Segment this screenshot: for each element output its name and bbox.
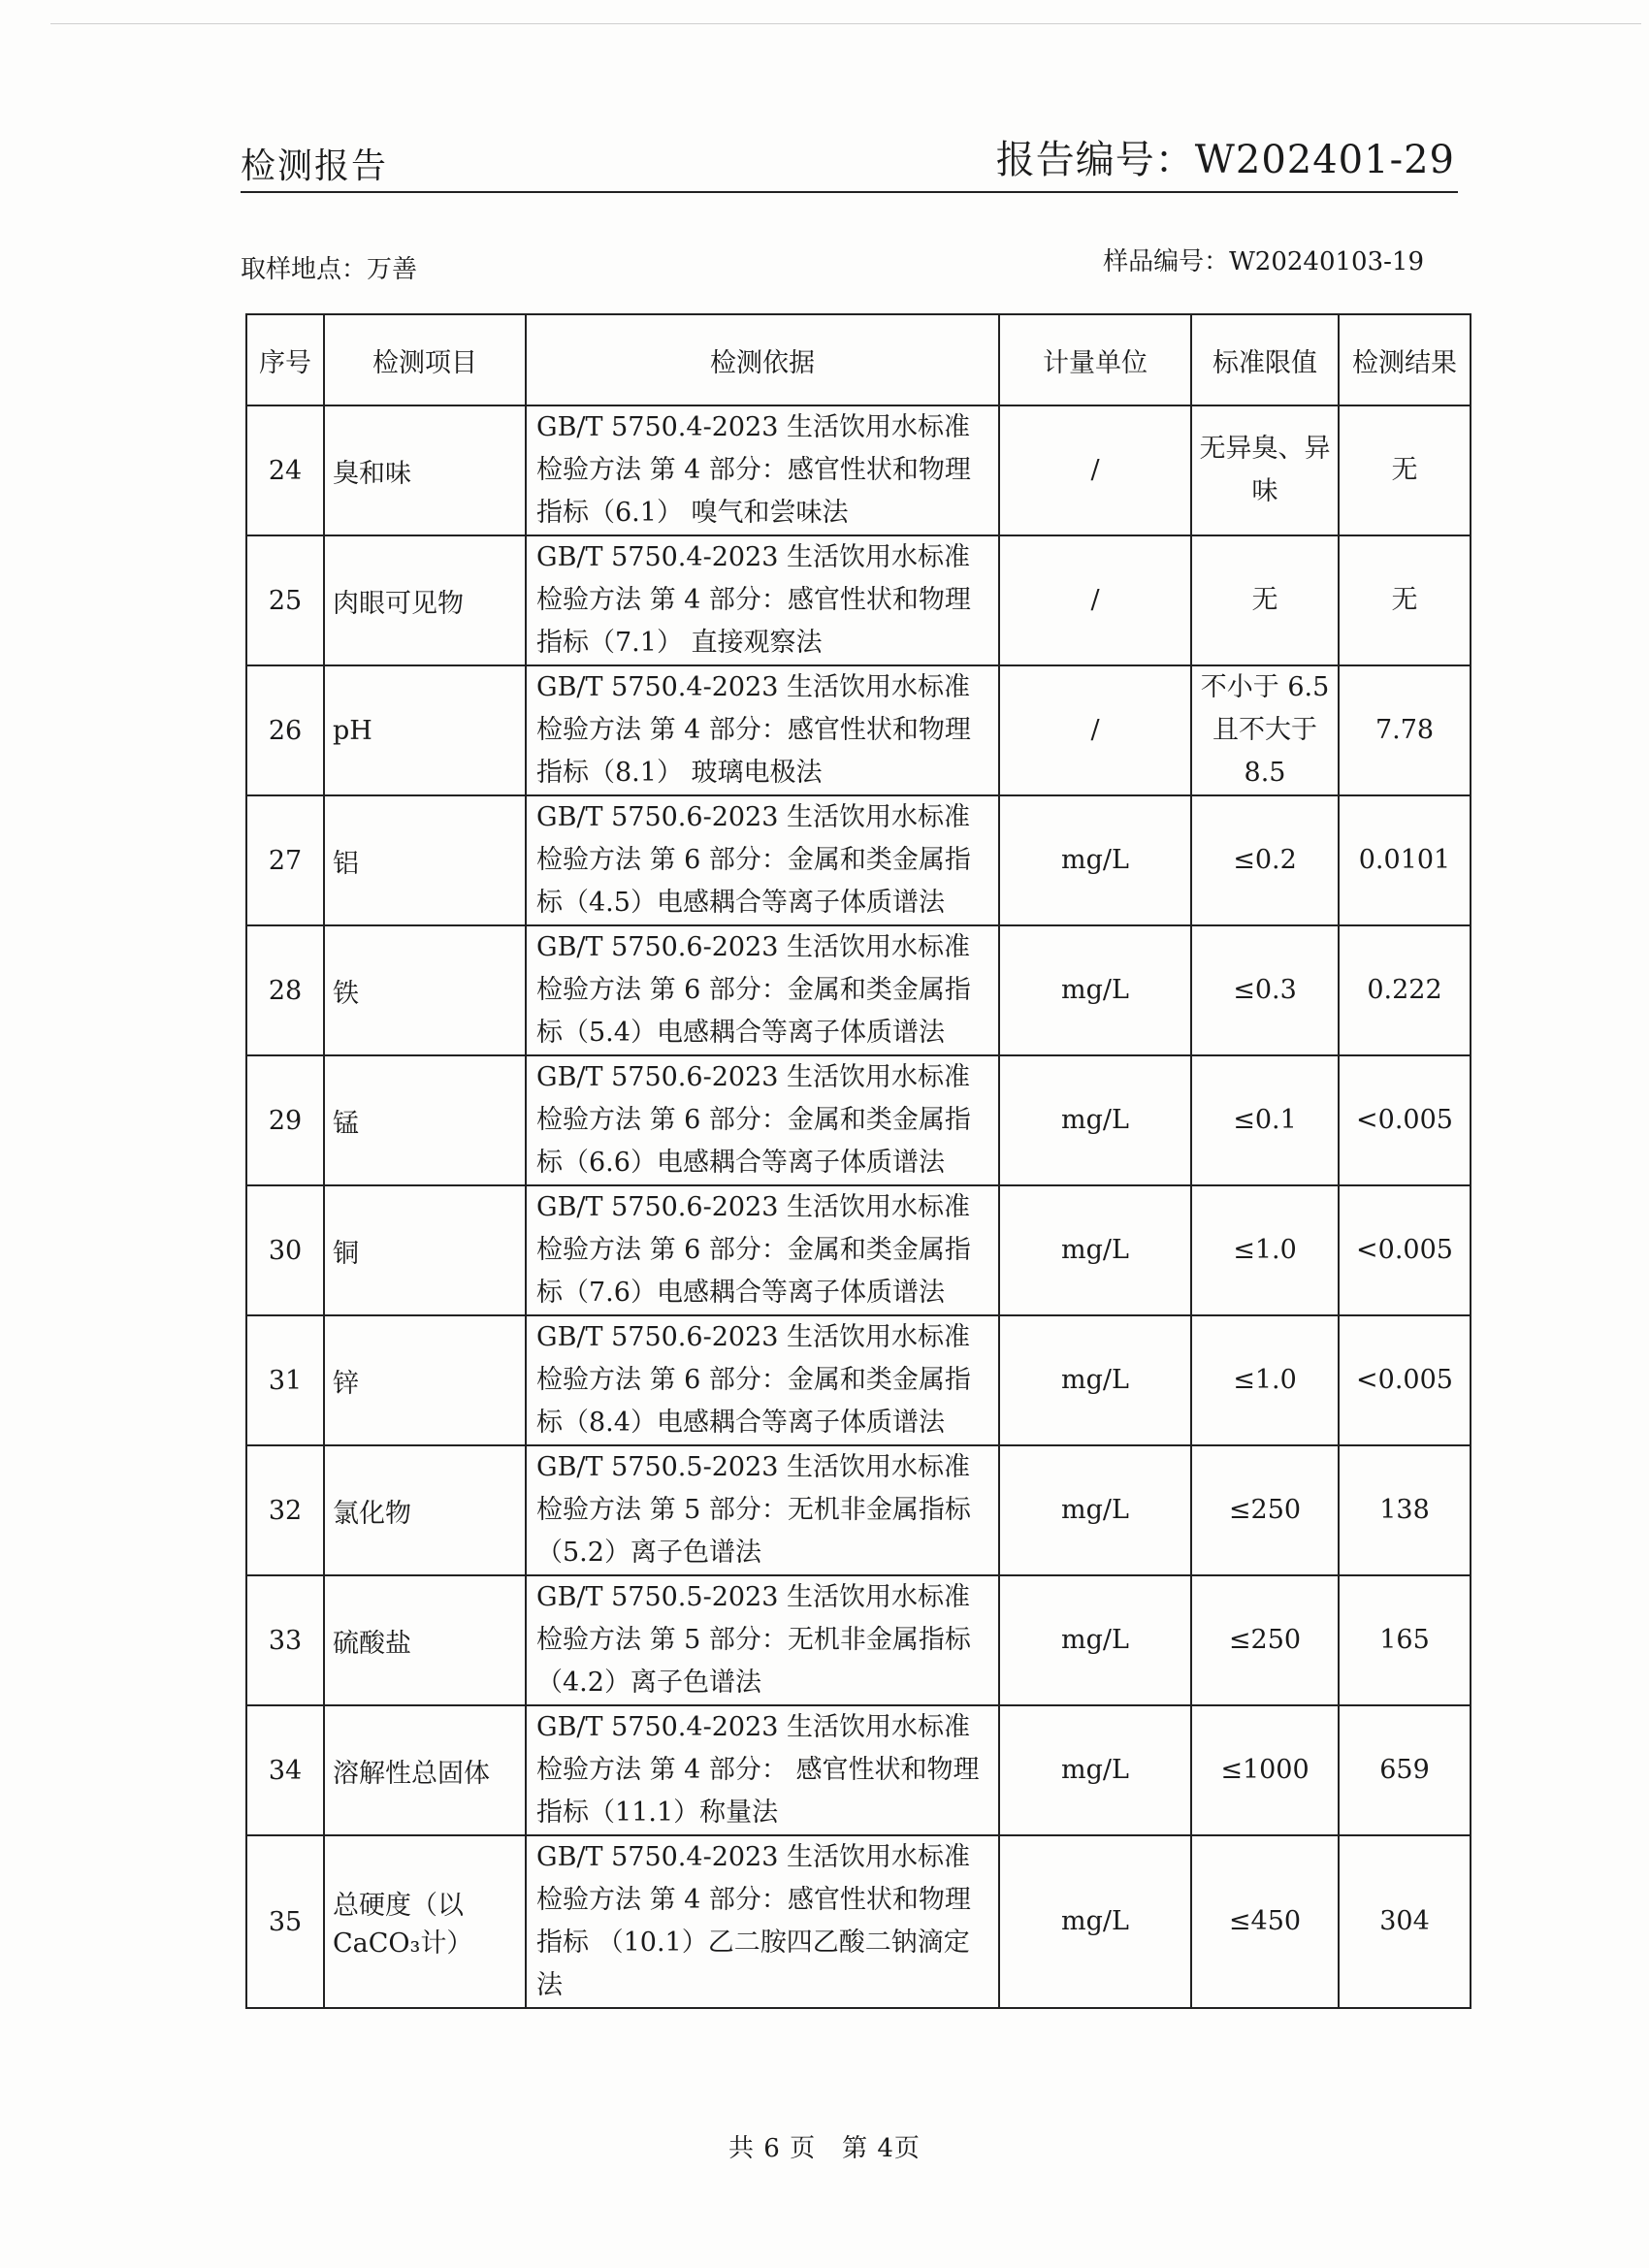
report-number: 报告编号：W202401-29 <box>995 138 1455 182</box>
header-result: 检测结果 <box>1339 314 1471 405</box>
test-item: 肉眼可见物 <box>324 535 526 665</box>
standard-limit: ≤0.2 <box>1191 795 1339 925</box>
test-result: 7.78 <box>1339 665 1471 795</box>
page-footer: 共 6 页 第 4页 <box>728 2134 921 2163</box>
table-body <box>246 405 1471 2008</box>
test-item: 锰 <box>324 1055 526 1185</box>
test-item: 铜 <box>324 1185 526 1315</box>
row-number: 27 <box>246 795 324 925</box>
test-basis: GB/T 5750.4-2023 生活饮用水标准检验方法 第 4 部分：感官性状和物理指标 （10.1）乙二胺四乙酸二钠滴定法 <box>526 1835 999 2008</box>
table-row <box>246 1835 1471 2008</box>
header-no: 序号 <box>246 314 324 405</box>
standard-limit: 无异臭、异味 <box>1191 405 1339 535</box>
sampling-location: 取样地点：万善 <box>241 255 418 284</box>
table-row <box>246 1185 1471 1315</box>
unit: / <box>999 535 1191 665</box>
header-limit: 标准限值 <box>1191 314 1339 405</box>
sample-number: 样品编号：W20240103-19 <box>1103 247 1424 276</box>
standard-limit: ≤0.3 <box>1191 925 1339 1055</box>
table-row <box>246 665 1471 795</box>
test-result: <0.005 <box>1339 1185 1471 1315</box>
row-number: 29 <box>246 1055 324 1185</box>
row-number: 35 <box>246 1835 324 2008</box>
test-item: 氯化物 <box>324 1445 526 1575</box>
test-basis: GB/T 5750.5-2023 生活饮用水标准检验方法 第 5 部分：无机非金属指标（4.2）离子色谱法 <box>526 1575 999 1705</box>
test-basis: GB/T 5750.6-2023 生活饮用水标准检验方法 第 6 部分：金属和类金属指标（4.5）电感耦合等离子体质谱法 <box>526 795 999 925</box>
test-item: 铁 <box>324 925 526 1055</box>
unit: mg/L <box>999 1575 1191 1705</box>
test-basis: GB/T 5750.4-2023 生活饮用水标准检验方法 第 4 部分：感官性状和物理指标（8.1） 玻璃电极法 <box>526 665 999 795</box>
unit: mg/L <box>999 795 1191 925</box>
table-header-row <box>246 314 1471 405</box>
row-number: 26 <box>246 665 324 795</box>
test-basis: GB/T 5750.4-2023 生活饮用水标准检验方法 第 4 部分：感官性状和物理指标（6.1） 嗅气和尝味法 <box>526 405 999 535</box>
standard-limit: ≤250 <box>1191 1575 1339 1705</box>
test-result: 165 <box>1339 1575 1471 1705</box>
test-item: 铝 <box>324 795 526 925</box>
test-result: <0.005 <box>1339 1055 1471 1185</box>
test-item: 总硬度（以CaCO₃计） <box>324 1835 526 2008</box>
header-unit: 计量单位 <box>999 314 1191 405</box>
standard-limit: ≤1000 <box>1191 1705 1339 1835</box>
test-result: <0.005 <box>1339 1315 1471 1445</box>
scan-edge-line <box>50 23 1641 24</box>
test-item: pH <box>324 665 526 795</box>
unit: mg/L <box>999 1315 1191 1445</box>
row-number: 31 <box>246 1315 324 1445</box>
test-item: 溶解性总固体 <box>324 1705 526 1835</box>
test-basis: GB/T 5750.5-2023 生活饮用水标准检验方法 第 5 部分：无机非金属指标（5.2）离子色谱法 <box>526 1445 999 1575</box>
test-result: 0.0101 <box>1339 795 1471 925</box>
unit: mg/L <box>999 1705 1191 1835</box>
standard-limit: ≤1.0 <box>1191 1315 1339 1445</box>
test-result: 659 <box>1339 1705 1471 1835</box>
row-number: 32 <box>246 1445 324 1575</box>
test-basis: GB/T 5750.6-2023 生活饮用水标准检验方法 第 6 部分：金属和类金属指标（6.6）电感耦合等离子体质谱法 <box>526 1055 999 1185</box>
test-basis: GB/T 5750.6-2023 生活饮用水标准检验方法 第 6 部分：金属和类金属指标（5.4）电感耦合等离子体质谱法 <box>526 925 999 1055</box>
row-number: 34 <box>246 1705 324 1835</box>
header-divider <box>241 191 1458 193</box>
test-result: 138 <box>1339 1445 1471 1575</box>
table-row <box>246 1705 1471 1835</box>
unit: mg/L <box>999 1055 1191 1185</box>
test-item: 锌 <box>324 1315 526 1445</box>
table-row <box>246 405 1471 535</box>
standard-limit: ≤450 <box>1191 1835 1339 2008</box>
table-row <box>246 1575 1471 1705</box>
standard-limit: ≤250 <box>1191 1445 1339 1575</box>
unit: mg/L <box>999 1185 1191 1315</box>
test-result: 无 <box>1339 535 1471 665</box>
report-title: 检测报告 <box>241 146 389 186</box>
unit: mg/L <box>999 925 1191 1055</box>
test-basis: GB/T 5750.6-2023 生活饮用水标准检验方法 第 6 部分：金属和类金属指标（8.4）电感耦合等离子体质谱法 <box>526 1315 999 1445</box>
table-row <box>246 1055 1471 1185</box>
standard-limit: 不小于 6.5 且不大于 8.5 <box>1191 665 1339 795</box>
table-row <box>246 795 1471 925</box>
unit: mg/L <box>999 1445 1191 1575</box>
unit: mg/L <box>999 1835 1191 2008</box>
table-row <box>246 925 1471 1055</box>
test-basis: GB/T 5750.4-2023 生活饮用水标准检验方法 第 4 部分：感官性状和物理指标（7.1） 直接观察法 <box>526 535 999 665</box>
standard-limit: ≤1.0 <box>1191 1185 1339 1315</box>
row-number: 25 <box>246 535 324 665</box>
test-basis: GB/T 5750.6-2023 生活饮用水标准检验方法 第 6 部分：金属和类金属指标（7.6）电感耦合等离子体质谱法 <box>526 1185 999 1315</box>
row-number: 24 <box>246 405 324 535</box>
header-basis: 检测依据 <box>526 314 999 405</box>
test-item: 硫酸盐 <box>324 1575 526 1705</box>
test-item: 臭和味 <box>324 405 526 535</box>
row-number: 33 <box>246 1575 324 1705</box>
test-result: 0.222 <box>1339 925 1471 1055</box>
table-row <box>246 1315 1471 1445</box>
unit: / <box>999 405 1191 535</box>
row-number: 30 <box>246 1185 324 1315</box>
test-result: 304 <box>1339 1835 1471 2008</box>
header-item: 检测项目 <box>324 314 526 405</box>
test-result: 无 <box>1339 405 1471 535</box>
standard-limit: 无 <box>1191 535 1339 665</box>
unit: / <box>999 665 1191 795</box>
test-basis: GB/T 5750.4-2023 生活饮用水标准检验方法 第 4 部分： 感官性状和物理指标（11.1）称量法 <box>526 1705 999 1835</box>
table-row <box>246 1445 1471 1575</box>
results-table <box>245 313 1471 2009</box>
table-row <box>246 535 1471 665</box>
standard-limit: ≤0.1 <box>1191 1055 1339 1185</box>
row-number: 28 <box>246 925 324 1055</box>
